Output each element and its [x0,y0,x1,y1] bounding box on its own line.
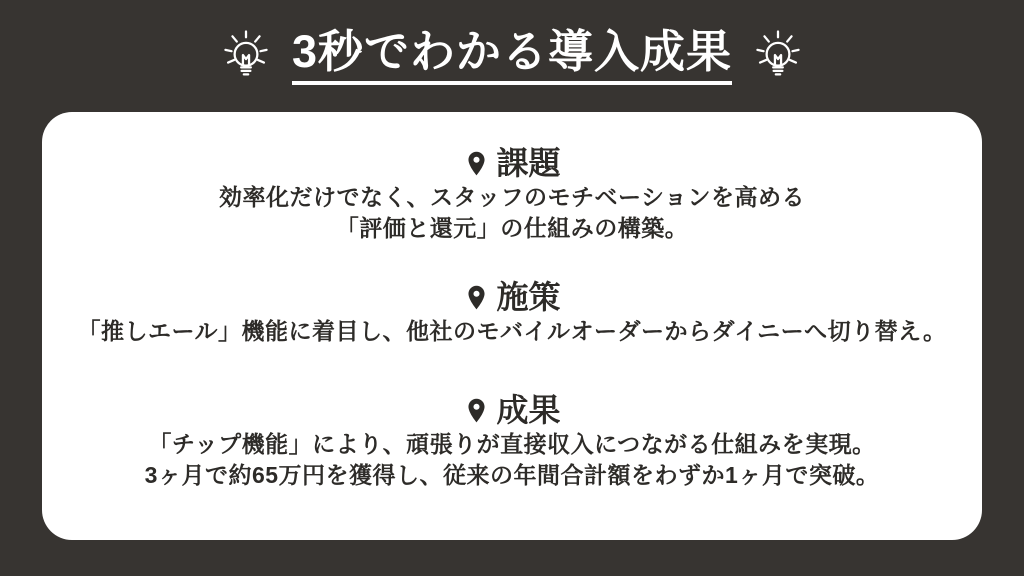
section-measure [42,278,982,347]
section-result-label: 成果 [496,392,561,428]
section-issue-text [42,182,982,244]
map-pin-icon [463,284,490,311]
text-line: 「推しエール」機能に着目し、他社のモバイルオーダーからダイニーへ切り替え。 [77,318,947,344]
text-line: 「評価と還元」の仕組みの構築。 [335,215,689,241]
section-measure-label: 施策 [496,279,561,315]
text-line: 3ヶ月で約65万円を獲得し、従来の年間合計額をわずか1ヶ月で突破。 [144,462,880,488]
section-result [42,391,982,491]
map-pin-icon [463,150,490,177]
slide-header [0,0,1024,112]
section-result-heading [42,391,982,429]
section-issue-label: 課題 [496,145,561,181]
section-issue [42,144,982,244]
lightbulb-icon [750,25,806,87]
section-measure-heading [42,278,982,316]
content-card [42,112,982,540]
section-measure-text [42,316,982,347]
page-title: 3秒でわかる導入成果 [292,27,732,86]
map-pin-icon [463,397,490,424]
section-result-text [42,429,982,491]
lightbulb-icon [218,25,274,87]
text-line: 「チップ機能」により、頑張りが直接収入につながる仕組みを実現。 [148,431,876,457]
section-issue-heading [42,144,982,182]
text-line: 効率化だけでなく、スタッフのモチベーションを高める [218,184,806,210]
